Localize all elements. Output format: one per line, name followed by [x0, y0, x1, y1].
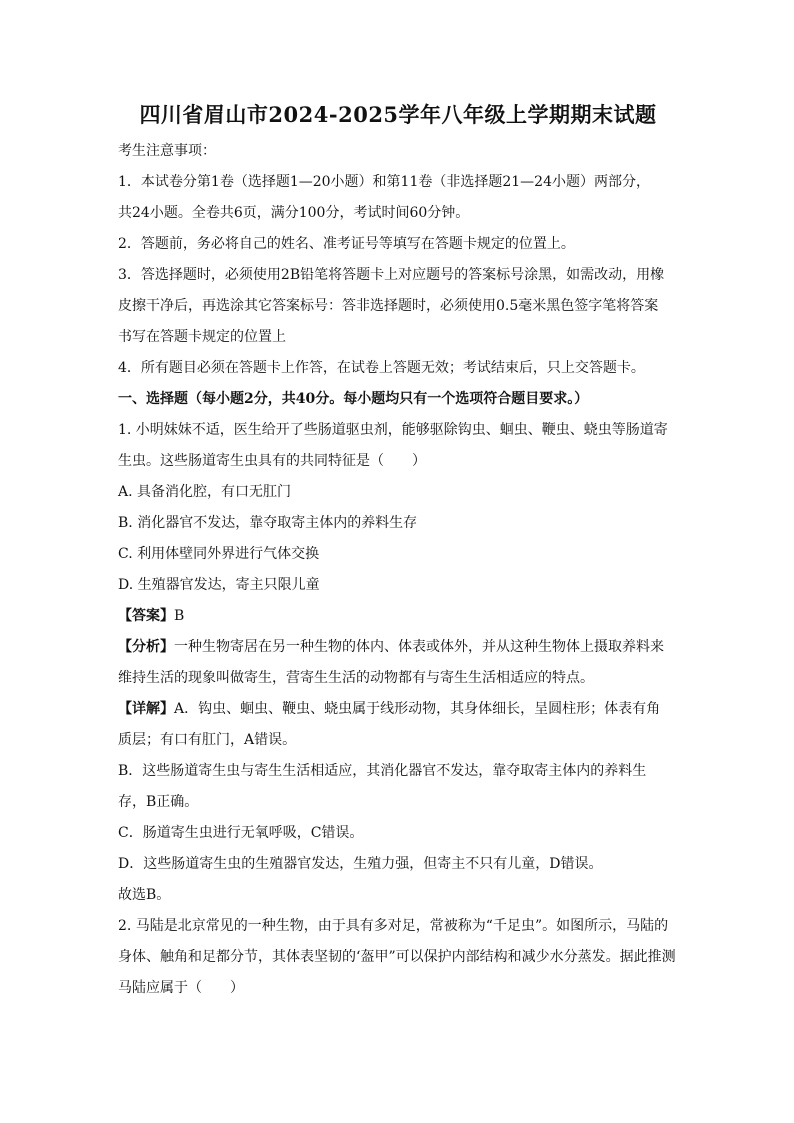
question-1-option-a: A. 具备消化腔，有口无肛门	[118, 484, 292, 500]
question-1-conclusion: 故选B。	[118, 887, 171, 903]
question-1-option-c: C. 利用体壁同外界进行气体交换	[118, 546, 320, 562]
question-2-stem-line-1: 2. 马陆是北京常见的一种生物，由于具有多对足，常被称为“千足虫”。如图所示，马陆的	[118, 918, 669, 934]
answer-tag: 【答案】	[118, 608, 174, 624]
question-2-stem-line-2: 身体、触角和足都分节，其体表坚韧的‘盔甲”可以保护内部结构和减少水分蒸发。据此推测	[118, 949, 676, 965]
analysis-text: 一种生物寄居在另一种生物的体内、体表或体外，并从这种生物体上摄取养料来	[174, 639, 664, 655]
question-1-option-d: D. 生殖器官发达，寄主只限儿童	[118, 577, 320, 593]
exam-page	[118, 100, 678, 1004]
answer-value: B	[174, 608, 185, 624]
notice-item-2: 2．答题前，务必将自己的姓名、准考证号等填写在答题卡规定的位置上。	[118, 236, 575, 252]
question-1-detail-a-line-1	[118, 694, 678, 725]
detail-a-text: A．钩虫、蛔虫、鞭虫、蛲虫属于线形动物，其身体细长，呈圆柱形；体表有角	[174, 701, 661, 717]
question-1-detail-a-line-2: 质层；有口有肛门，A错误。	[118, 732, 297, 748]
question-1-detail-c: C．肠道寄生虫进行无氧呼吸，C错误。	[118, 825, 364, 841]
analysis-tag: 【分析】	[118, 639, 174, 655]
notice-item-1-line-2: 共24小题。全卷共6页，满分100分，考试时间60分钟。	[118, 205, 470, 221]
question-1-detail-d: D．这些肠道寄生虫的生殖器官发达，生殖力强，但寄主不只有儿童，D错误。	[118, 856, 603, 872]
notice-item-3-line-3: 书写在答题卡规定的位置上	[118, 329, 286, 345]
question-1-answer	[118, 601, 678, 632]
section-1-heading: 一、选择题（每小题2分，共40分。每小题均只有一个选项符合题目要求。）	[118, 391, 589, 407]
question-1-analysis-line-2: 维持生活的现象叫做寄生，营寄生生活的动物都有与寄生生活相适应的特点。	[118, 670, 594, 686]
question-1-option-b: B. 消化器官不发达，靠夺取寄主体内的养料生存	[118, 515, 418, 531]
notice-item-1-line-1: 1．本试卷分第1卷（选择题1—20小题）和第11卷（非选择题21—24小题）两部分，	[118, 174, 650, 190]
detail-tag: 【详解】	[118, 701, 174, 717]
notice-item-3-line-1: 3．答选择题时，必须使用2B铅笔将答题卡上对应题号的答案标号涂黑，如需改动，用橡	[118, 267, 665, 283]
notice-heading: 考生注意事项：	[118, 143, 216, 159]
notice-item-3-line-2: 皮擦干净后，再选涂其它答案标号：答非选择题时，必须使用0.5毫米黑色签字笔将答案	[118, 298, 659, 314]
question-1-stem-line-2: 生虫。这些肠道寄生虫具有的共同特征是（ ）	[118, 453, 426, 469]
question-1-stem-line-1: 1. 小明妹妹不适，医生给开了些肠道驱虫剂，能够驱除钩虫、蛔虫、鞭虫、蛲虫等肠道寄	[118, 422, 668, 438]
page-title: 四川省眉山市2024-2025学年八年级上学期期末试题	[139, 102, 657, 127]
question-1-analysis-line-1	[118, 632, 678, 663]
question-1-detail-b-line-1: B．这些肠道寄生虫与寄生生活相适应，其消化器官不发达，靠夺取寄主体内的养料生	[118, 763, 647, 779]
question-2-stem-line-3: 马陆应属于（ ）	[118, 980, 244, 996]
question-1-detail-b-line-2: 存，B正确。	[118, 794, 199, 810]
notice-item-4: 4．所有题目必须在答题卡上作答，在试卷上答题无效；考试结束后，只上交答题卡。	[118, 360, 645, 376]
